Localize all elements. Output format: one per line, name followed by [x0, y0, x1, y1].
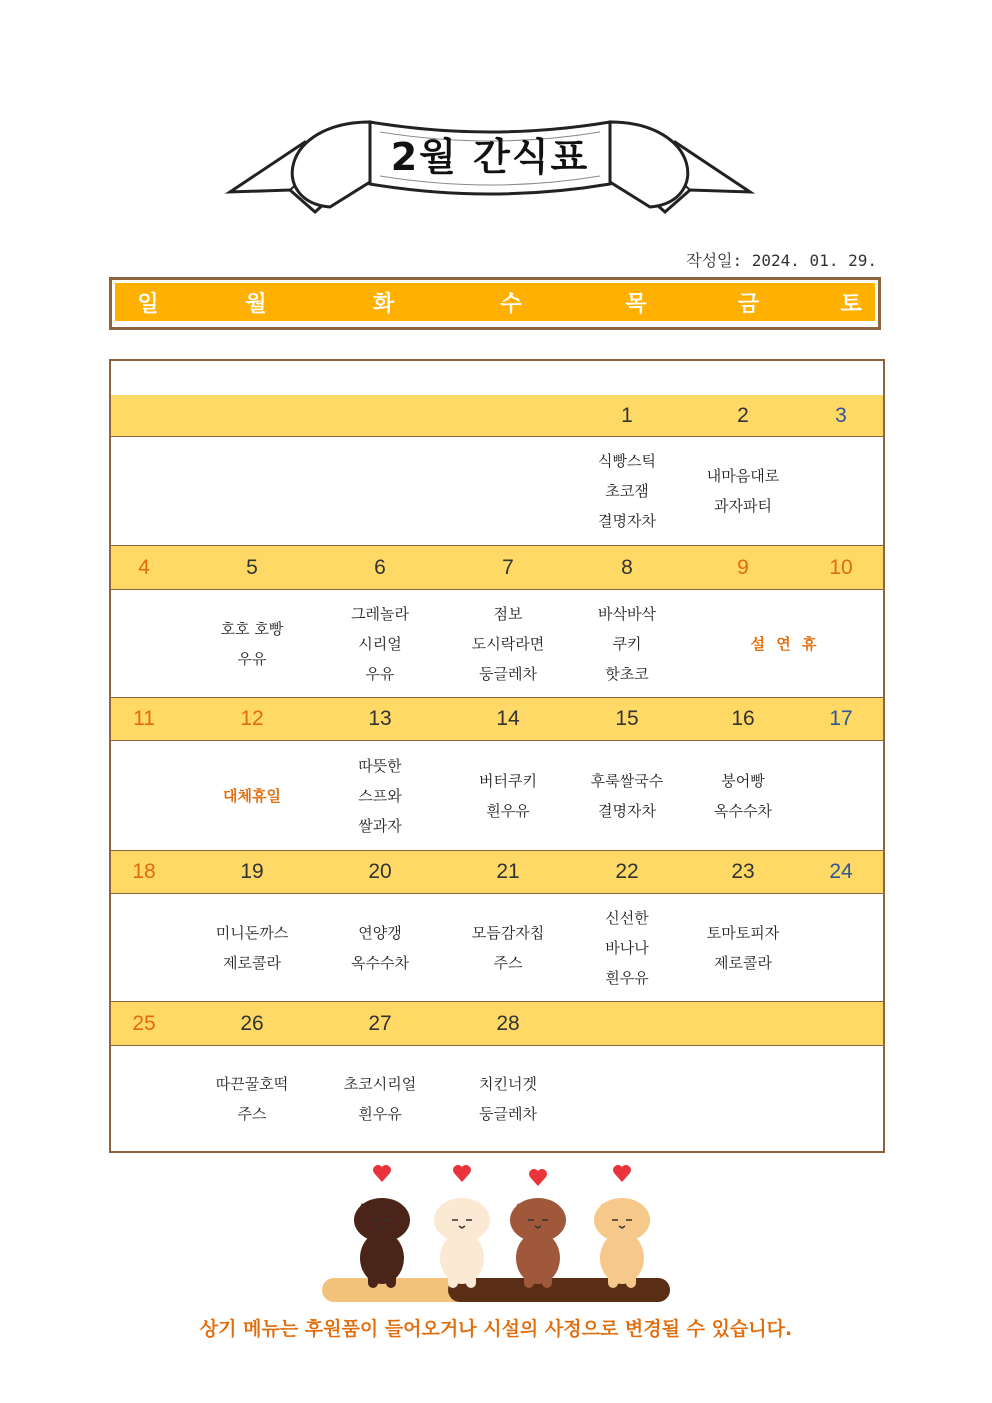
holiday-label: 설 연 휴	[750, 634, 820, 653]
menu-item: 대체휴일	[223, 786, 281, 805]
day-number: 21	[496, 860, 520, 883]
page-title: 2월 간식표	[390, 134, 590, 179]
menu-item: 토마토피자 제로콜라	[706, 923, 780, 972]
weekday-sun: 일	[137, 291, 159, 317]
menu-item: 그레놀라 시리얼 우유	[351, 604, 409, 683]
weekday-sat: 토	[840, 291, 862, 317]
menu-item: 미니돈까스 제로콜라	[215, 923, 289, 972]
menu-item: 따끈꿀호떡 주스	[215, 1074, 289, 1123]
menu-item: 초코시리얼 흰우유	[343, 1074, 417, 1123]
day-number: 19	[240, 860, 264, 883]
day-number: 9	[737, 555, 749, 579]
day-number: 10	[829, 555, 853, 579]
menu-item: 치킨너겟 둥글레차	[479, 1074, 537, 1123]
weekday-fri: 금	[737, 291, 760, 317]
day-number: 4	[138, 555, 150, 579]
day-number: 24	[829, 860, 853, 883]
day-number: 26	[240, 1011, 264, 1035]
cats-illustration	[318, 1160, 674, 1305]
day-number: 13	[368, 707, 392, 730]
day-number: 7	[502, 555, 514, 579]
date-row	[111, 698, 883, 741]
menu-item: 후룩쌀국수 결명자차	[590, 771, 664, 820]
menu-item: 모듬감자칩 주스	[471, 923, 545, 972]
menu-item: 연양갱 옥수수차	[351, 923, 409, 972]
menu-item: 붕어빵 옥수수차	[714, 771, 772, 820]
date-row	[111, 395, 883, 437]
date-row	[111, 1002, 883, 1046]
menu-item: 점보 도시락라면 둥글레차	[471, 604, 545, 683]
menu-item: 호호 호빵 우유	[220, 619, 284, 668]
calendar-grid	[109, 359, 885, 1153]
day-number: 22	[615, 860, 639, 883]
day-number: 2	[737, 403, 749, 427]
day-number: 12	[240, 707, 264, 730]
created-date: 작성일: 2024. 01. 29.	[686, 251, 877, 270]
menu-item: 신선한 바나나 흰우유	[605, 908, 649, 987]
day-number: 17	[829, 707, 853, 730]
day-number: 23	[731, 860, 755, 883]
weekday-wed: 수	[500, 291, 522, 317]
menu-item: 따뜻한 스프와 쌀과자	[358, 756, 402, 835]
day-number: 28	[496, 1011, 520, 1035]
day-number: 6	[374, 555, 386, 579]
menu-item: 내마음대로 과자파티	[706, 467, 780, 515]
day-number: 14	[496, 707, 520, 730]
day-number: 18	[132, 860, 156, 883]
date-row	[111, 851, 883, 894]
day-number: 25	[132, 1011, 156, 1035]
day-number: 1	[621, 403, 633, 427]
weekday-header-fill	[115, 283, 875, 321]
day-number: 8	[621, 555, 633, 579]
day-number: 3	[835, 403, 847, 427]
menu-item: 버터쿠키 흰우유	[479, 771, 537, 820]
four-cats-with-hearts-icon	[318, 1160, 674, 1305]
menu-row	[111, 1046, 883, 1151]
day-number: 27	[368, 1011, 392, 1035]
weekday-thu: 목	[625, 291, 647, 317]
menu-row	[111, 590, 883, 698]
day-number: 16	[731, 707, 755, 730]
menu-item: 식빵스틱 초코잼 결명자차	[598, 452, 656, 530]
weekday-tue: 화	[372, 291, 395, 317]
weekday-mon: 월	[245, 291, 267, 317]
menu-row	[111, 437, 883, 546]
menu-row	[111, 741, 883, 851]
day-number: 15	[615, 707, 639, 730]
date-row	[111, 546, 883, 590]
title-banner	[220, 112, 760, 222]
menu-item: 바삭바삭 쿠키 핫초코	[598, 604, 656, 683]
day-number: 20	[368, 860, 392, 883]
footer-note: 상기 메뉴는 후원품이 들어오거나 시설의 사정으로 변경될 수 있습니다.	[199, 1318, 793, 1340]
weekday-header	[109, 277, 881, 330]
day-number: 5	[246, 555, 258, 579]
menu-row	[111, 894, 883, 1002]
day-number: 11	[133, 707, 155, 730]
calendar-top-spacer	[111, 361, 883, 396]
